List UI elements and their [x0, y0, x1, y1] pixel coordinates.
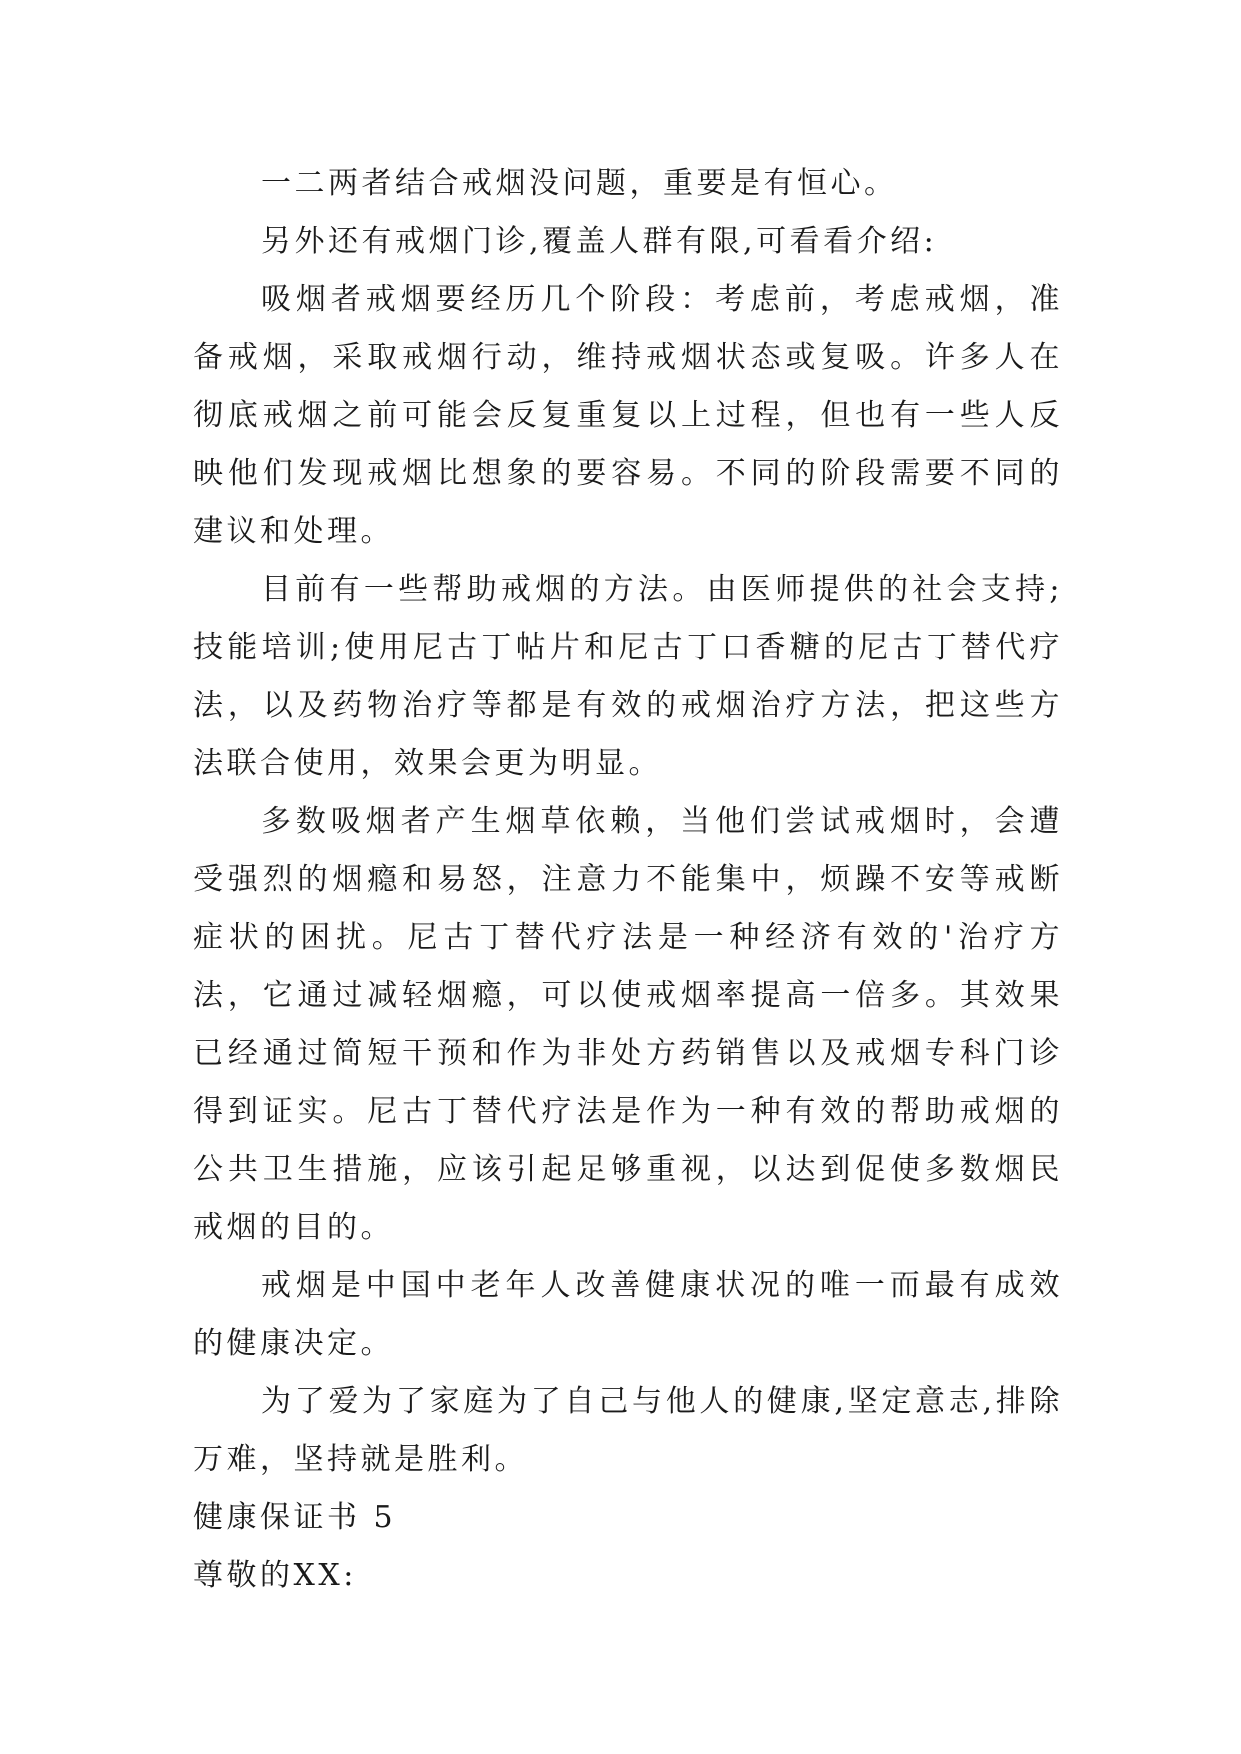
salutation: 尊敬的XX:: [193, 1558, 357, 1593]
paragraph-2: 另外还有戒烟门诊,覆盖人群有限,可看看介绍:: [261, 224, 938, 259]
paragraph-3: 吸烟者戒烟要经历几个阶段：考虑前，考虑戒烟，准备戒烟，采取戒烟行动，维持戒烟状态或复吸。许多人在彻底戒烟之前可能会反复重复以上过程，但也有一些人反映他们发现戒烟比想象的要容易。不同的阶段需要不同的建议和处理。: [193, 282, 1063, 549]
paragraph-5: 多数吸烟者产生烟草依赖，当他们尝试戒烟时，会遭受强烈的烟瘾和易怒，注意力不能集中，烦躁不安等戒断症状的困扰。尼古丁替代疗法是一种经济有效的'治疗方法，它通过减轻烟瘾，可以使戒烟率提高一倍多。其效果已经通过简短干预和作为非处方药销售以及戒烟专科门诊得到证实。尼古丁替代疗法是作为一种有效的帮助戒烟的公共卫生措施，应该引起足够重视，以达到促使多数烟民戒烟的目的。: [193, 804, 1063, 1245]
paragraph-4: 目前有一些帮助戒烟的方法。由医师提供的社会支持;技能培训;使用尼古丁帖片和尼古丁口香糖的尼古丁替代疗法，以及药物治疗等都是有效的戒烟治疗方法，把这些方法联合使用，效果会更为明显。: [193, 572, 1063, 781]
paragraph-1: 一二两者结合戒烟没问题，重要是有恒心。: [261, 166, 898, 201]
document-body: [193, 155, 1063, 1605]
section-heading: 健康保证书 5: [193, 1500, 397, 1535]
paragraph-6: 戒烟是中国中老年人改善健康状况的唯一而最有成效的健康决定。: [193, 1268, 1063, 1361]
paragraph-7: 为了爱为了家庭为了自己与他人的健康,坚定意志,排除万难，坚持就是胜利。: [193, 1384, 1063, 1477]
